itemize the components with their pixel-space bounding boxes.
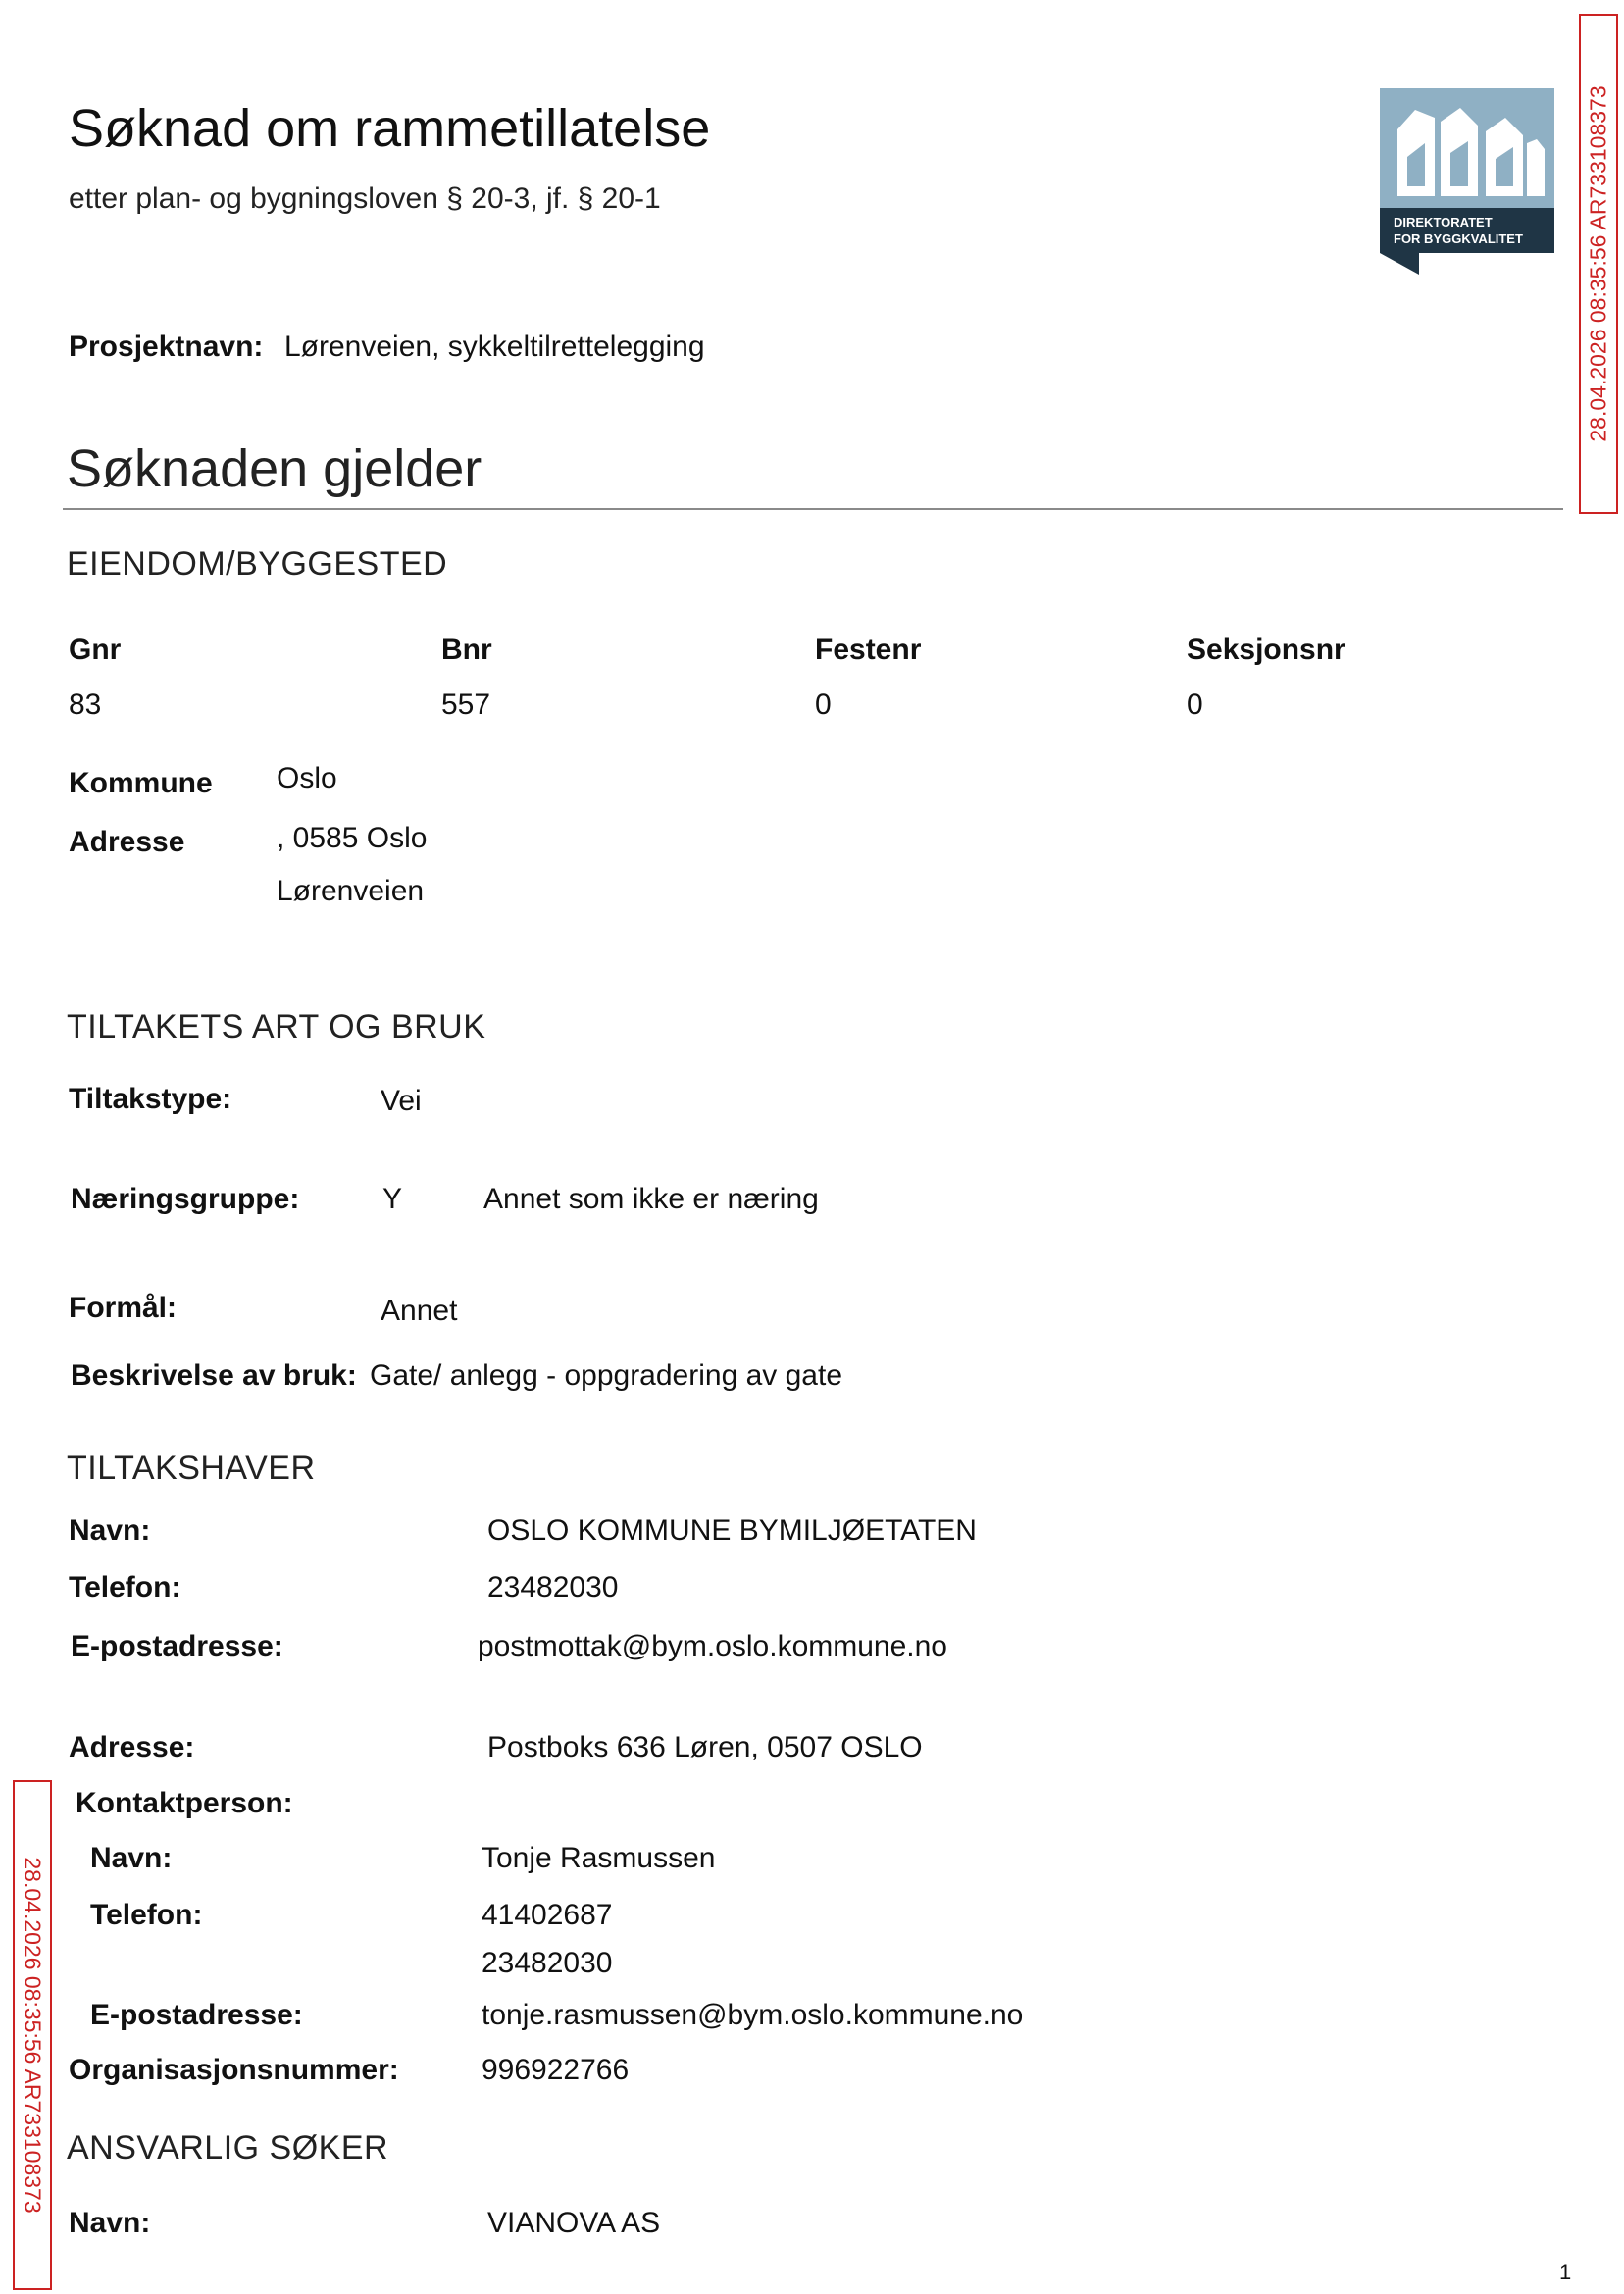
- document-title: Søknad om rammetillatelse: [69, 99, 711, 158]
- tiltakshaver-navn-label: Navn:: [69, 1514, 151, 1547]
- gnr-label: Gnr: [69, 634, 122, 666]
- kontakt-telefon-2: 23482030: [482, 1947, 613, 1979]
- organisasjonsnummer-value: 996922766: [482, 2054, 630, 2086]
- document-subtitle: etter plan- og bygningsloven § 20-3, jf. § 20-1: [69, 182, 661, 215]
- dibk-logo: [1380, 88, 1554, 275]
- organisasjonsnummer-label: Organisasjonsnummer:: [69, 2054, 399, 2086]
- kontaktperson-label: Kontaktperson:: [76, 1787, 293, 1819]
- tiltakshaver-telefon-label: Telefon:: [69, 1571, 181, 1604]
- adresse-line2: Lørenveien: [277, 875, 425, 907]
- tiltakshaver-epost-value: postmottak@bym.oslo.kommune.no: [478, 1630, 947, 1662]
- formal-label: Formål:: [69, 1292, 178, 1324]
- festenr-value: 0: [815, 688, 832, 721]
- seksjonsnr-label: Seksjonsnr: [1187, 634, 1345, 666]
- naeringsgruppe-value: Annet som ikke er næring: [483, 1183, 819, 1215]
- tiltakstype-label: Tiltakstype:: [69, 1083, 232, 1115]
- seksjonsnr-value: 0: [1187, 688, 1203, 721]
- tiltakshaver-telefon-value: 23482030: [487, 1571, 619, 1604]
- logo-text-line2: FOR BYGGKVALITET: [1394, 231, 1523, 246]
- kontakt-epost-value: tonje.rasmussen@bym.oslo.kommune.no: [482, 1999, 1024, 2031]
- bnr-label: Bnr: [441, 634, 492, 666]
- kontakt-epost-label: E-postadresse:: [90, 1999, 303, 2031]
- registration-stamp-right: [1579, 14, 1618, 514]
- adresse-label: Adresse: [69, 826, 185, 858]
- beskrivelse-label: Beskrivelse av bruk:: [71, 1359, 357, 1392]
- project-name-value: Lørenveien, sykkeltilrettelegging: [284, 331, 705, 363]
- kommune-label: Kommune: [69, 767, 213, 799]
- tiltakstype-value: Vei: [381, 1085, 422, 1117]
- section-divider: [63, 508, 1563, 510]
- kontakt-navn-label: Navn:: [90, 1842, 173, 1874]
- page-number: 1: [1559, 2260, 1572, 2284]
- registration-stamp-left: [13, 1780, 52, 2290]
- stamp-text: 28.04.2026 08:35:56 AR733108373: [1585, 85, 1611, 442]
- tiltakshaver-adresse-value: Postboks 636 Løren, 0507 OSLO: [487, 1731, 923, 1763]
- project-name-label: Prosjektnavn:: [69, 331, 264, 363]
- dibk-logo-graphic: [1380, 88, 1554, 275]
- tiltakshaver-adresse-label: Adresse:: [69, 1731, 195, 1763]
- kontakt-navn-value: Tonje Rasmussen: [482, 1842, 716, 1874]
- logo-text-line1: DIREKTORATET: [1394, 215, 1493, 229]
- tiltakshaver-epost-label: E-postadresse:: [71, 1630, 283, 1662]
- beskrivelse-value: Gate/ anlegg - oppgradering av gate: [370, 1359, 843, 1392]
- gnr-value: 83: [69, 688, 102, 721]
- tiltak-heading: TILTAKETS ART OG BRUK: [67, 1008, 486, 1045]
- festenr-label: Festenr: [815, 634, 922, 666]
- formal-value: Annet: [381, 1295, 458, 1327]
- stamp-text: 28.04.2026 08:35:56 AR733108373: [20, 1857, 46, 2214]
- naeringsgruppe-label: Næringsgruppe:: [71, 1183, 300, 1215]
- ansvarlig-navn-label: Navn:: [69, 2207, 151, 2239]
- kontakt-telefon-1: 41402687: [482, 1899, 613, 1931]
- kommune-value: Oslo: [277, 762, 337, 794]
- adresse-line1: , 0585 Oslo: [277, 822, 428, 854]
- tiltakshaver-heading: TILTAKSHAVER: [67, 1450, 316, 1487]
- ansvarlig-soker-heading: ANSVARLIG SØKER: [67, 2129, 389, 2167]
- eiendom-heading: EIENDOM/BYGGESTED: [67, 545, 448, 583]
- tiltakshaver-navn-value: OSLO KOMMUNE BYMILJØETATEN: [487, 1514, 977, 1547]
- naeringsgruppe-code: Y: [382, 1183, 403, 1215]
- bnr-value: 557: [441, 688, 491, 721]
- section-title: Søknaden gjelder: [67, 439, 482, 498]
- kontakt-telefon-label: Telefon:: [90, 1899, 203, 1931]
- ansvarlig-navn-value: VIANOVA AS: [487, 2207, 661, 2239]
